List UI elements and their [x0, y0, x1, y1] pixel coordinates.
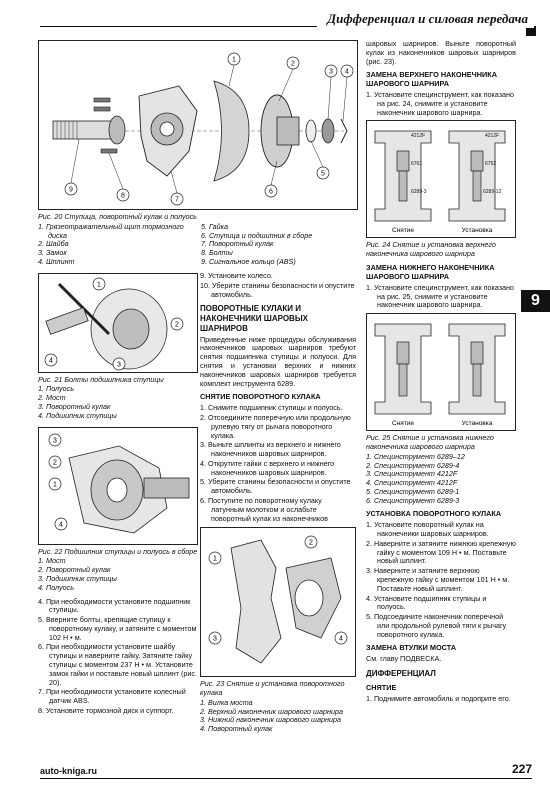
callout-label: 1 — [232, 56, 236, 64]
callout-label: 2 — [291, 60, 295, 68]
tool-label: 6289-3 — [411, 189, 427, 196]
callout-label: 6 — [269, 188, 273, 196]
running-title: Дифференциал и силовая передача — [317, 9, 534, 28]
figure-23-caption: Рис. 23 Снятие и установка поворотного кулака — [200, 679, 345, 698]
callout-label: 5 — [321, 170, 325, 178]
section-heading: ПОВОРОТНЫЕ КУЛАКИ И НАКОНЕЧНИКИ ШАРОВЫХ ШАРНИРОВ — [200, 304, 308, 333]
callout-label: 1 — [97, 281, 101, 289]
lower-ball-joint-tool-drawing — [367, 314, 515, 430]
figure-25-legend — [366, 453, 516, 506]
hub-exploded-drawing — [39, 41, 357, 209]
legend-item: 5. Гайка — [201, 221, 229, 231]
page-header — [0, 0, 550, 36]
step-item: 5. Уберите станины безопасности и опустите автомобиль. — [200, 477, 351, 496]
legend-item: 8. Болты — [201, 248, 233, 258]
footer-site[interactable]: auto-kniga.ru — [40, 766, 98, 776]
figure-21-caption: Рис. 21 Болты подшипника ступицы — [38, 374, 164, 384]
step-item: 1. Установите специнструмент, как показано на рис. 25, снимите и установите наконечник шарового шарнира. — [366, 282, 514, 310]
steps-knuckle-install — [366, 521, 516, 639]
legend-item: 3. Поворотный кулак — [38, 402, 111, 412]
legend-item: 3. Подшипник ступицы — [38, 573, 117, 583]
legend-item: 2. Специнструмент 6289-4 — [366, 460, 460, 470]
subfigure-label: Снятие — [391, 420, 415, 428]
step-item: 1. Поднимите автомобиль и подоприте его. — [366, 693, 511, 703]
tool-label: 4212F — [411, 133, 426, 140]
callout-label: 1 — [213, 555, 217, 563]
legend-item: 2. Шайба — [38, 239, 69, 249]
subfigure-label: Снятие — [391, 227, 415, 235]
step-item: 10. Уберите станины безопасности и опустите автомобиль. — [200, 280, 355, 299]
steps-hub-install — [38, 598, 198, 716]
legend-item: 6. Специнструмент 6289-3 — [366, 495, 460, 505]
step-item: 3. Наверните и затяните верхнюю крепежную гайку с моментом 101 Н • м. Поставьте новый шплинт. — [366, 566, 510, 593]
steps-upper — [366, 91, 516, 117]
hub-bolts-drawing — [39, 274, 197, 372]
upper-ball-joint-tool-drawing — [367, 121, 515, 237]
legend-item: 7. Поворотный кулак — [201, 239, 274, 249]
step-item: 2. Отсоедините поперечную или продольную рулевую тягу от рычага поворотного кулака. — [200, 412, 351, 440]
legend-item: 2. Поворотный кулак — [38, 565, 111, 575]
callout-label: 7 — [175, 196, 179, 204]
figure-25 — [366, 313, 516, 431]
legend-item: 6. Ступица и подшипник в сборе — [201, 230, 313, 240]
tool-label: 6761 — [411, 161, 423, 168]
step-item: 1. Установите поворотный кулак на наконечники шаровых шарниров. — [366, 520, 489, 539]
paragraph: Приведенные ниже процедуры обслуживания наконечников шаровых шарниров требуют снятия подшипника ступицы и полуоси. Для снятия и установки верхних и нижних наконечников шаровых шарниров требуется комплект инструмента 6289. — [200, 334, 356, 388]
step-item: 2. Наверните и затяните нижнюю крепежную гайку с моментом 109 Н • м. Поставьте новый шплинт. — [366, 538, 516, 566]
callout-label: 3 — [117, 361, 121, 369]
figure-24-caption: Рис. 24 Снятие и установка верхнего наконечника шарового шарнира — [366, 240, 496, 259]
tool-label: 6752 — [485, 161, 497, 168]
callout-label: 1 — [53, 481, 57, 489]
section-heading: СНЯТИЕ — [366, 682, 397, 692]
callout-label: 2 — [53, 459, 57, 467]
hub-assembly-drawing — [39, 428, 197, 544]
paragraph: шаровых шарниров. Выньте поворотный кулак из наконечников шаровых шарниров (рис. 23). — [366, 39, 516, 66]
subfigure-label: Установка — [461, 227, 493, 235]
legend-item: 2. Верхний наконечник шарового шарнира — [200, 706, 343, 716]
callout-label: 4 — [339, 635, 343, 643]
section-heading: ЗАМЕНА ВТУЛКИ МОСТА — [366, 643, 457, 653]
legend-item: 9. Сигнальное кольцо (ABS) — [201, 256, 296, 266]
tool-label: 4212F — [485, 133, 500, 140]
step-item: 5. Подсоедините наконечник поперечной или продольной рулевой тяги к рычагу поворотного кулака. — [366, 612, 507, 639]
figure-20-legend-right — [201, 223, 358, 267]
step-item: 4. Открутите гайки с верхнего и нижнего наконечников шаровых шарниров. — [200, 458, 335, 477]
callout-label: 4 — [59, 521, 63, 529]
steps-lower — [366, 284, 516, 310]
chapter-tab[interactable]: 9 — [521, 290, 550, 312]
figure-22 — [38, 427, 198, 545]
steps-diff-removal — [366, 695, 516, 704]
knuckle-drawing — [201, 528, 355, 676]
step-item: 6. При необходимости установите шайбу ступицы и наверните гайку. Затяните гайку ступицы с моментом 237 Н • м. Установите замок гайки и поставьте новый шплинт (рис. 20). — [38, 642, 197, 687]
section-heading: ЗАМЕНА НИЖНЕГО НАКОНЕЧНИКА ШАРОВОГО ШАРНИРА — [366, 263, 495, 281]
legend-item: 5. Специнструмент 6289-1 — [366, 486, 460, 496]
tool-label: 6289-12 — [483, 189, 502, 196]
callout-label: 9 — [69, 186, 73, 194]
legend-item: 1. Грязеотражательный щит тормозного диска — [38, 221, 184, 240]
legend-item: 4. Полуось — [38, 582, 74, 592]
subfigure-label: Установка — [461, 420, 493, 428]
step-item: 3. Выньте шплинты из верхнего и нижнего наконечников шаровых шарниров. — [200, 440, 341, 459]
figure-21 — [38, 273, 198, 373]
section-heading: СНЯТИЕ ПОВОРОТНОГО КУЛАКА — [200, 392, 321, 402]
callout-label: 8 — [121, 192, 125, 200]
callout-label: 3 — [329, 68, 333, 76]
steps-knuckle-removal — [200, 404, 356, 523]
figure-20-caption: Рис. 20 Ступица, поворотный кулак и полуось — [38, 212, 197, 221]
step-item: 6. Поступите по поворотному кулаку латунным молотком и ослабьте поворотный кулак из наконечников — [200, 495, 328, 523]
steps-final — [200, 272, 356, 299]
legend-item: 1. Специнструмент 6289–12 — [366, 451, 465, 461]
section-heading: УСТАНОВКА ПОВОРОТНОГО КУЛАКА — [366, 509, 502, 519]
figure-24 — [366, 120, 516, 238]
callout-label: 4 — [49, 357, 53, 365]
step-item: 1. Снимите подшипник ступицы и полуось. — [200, 403, 343, 413]
figure-21-legend — [38, 385, 198, 420]
section-heading: ДИФФЕРЕНЦИАЛ — [366, 669, 436, 679]
paragraph: См. главу ПОДВЕСКА. — [366, 654, 442, 664]
legend-item: 3. Специнструмент 4212F — [366, 469, 458, 479]
figure-22-legend — [38, 557, 198, 592]
section-heading: ЗАМЕНА ВЕРХНЕГО НАКОНЕЧНИКА ШАРОВОГО ШАРНИРА — [366, 70, 497, 89]
step-item: 7. При необходимости установите колесный датчик ABS. — [38, 687, 186, 706]
legend-item: 4. Специнструмент 4212F — [366, 478, 458, 488]
step-item: 8. Установите тормозной диск и суппорт. — [38, 705, 174, 715]
legend-item: 4. Подшипник ступицы — [38, 410, 117, 420]
legend-item: 1. Вилка моста — [200, 697, 253, 707]
footer-rule — [40, 778, 532, 779]
column-3 — [366, 40, 516, 705]
column-2 — [200, 272, 356, 734]
legend-item: 1. Полуось — [38, 384, 74, 394]
callout-label: 3 — [213, 635, 217, 643]
figure-23-legend — [200, 699, 356, 734]
legend-item: 1. Мост — [38, 556, 66, 566]
step-item: 1. Установите специнструмент, как показано на рис. 24, снимите и установите наконечник шарового шарнира. — [366, 90, 514, 117]
legend-item: 4. Шплинт — [38, 256, 75, 266]
step-item: 9. Установите колесо. — [200, 271, 273, 280]
legend-item: 3. Замок — [38, 248, 67, 258]
legend-item: 3. Нижний наконечник шарового шарнира — [200, 715, 341, 725]
page-number: 227 — [508, 762, 532, 777]
step-item: 4. Установите подшипник ступицы и полуось. — [366, 593, 487, 612]
step-item: 4. При необходимости установите подшипник ступицы. — [38, 596, 191, 615]
legend-item: 2. Мост — [38, 393, 66, 403]
figure-20 — [38, 40, 358, 210]
callout-label: 4 — [345, 68, 349, 76]
callout-label: 2 — [309, 539, 313, 547]
callout-label: 2 — [175, 321, 179, 329]
figure-25-caption: Рис. 25 Снятие и установка нижнего наконечника шарового шарнира — [366, 433, 494, 451]
figure-22-caption: Рис. 22 Подшипник ступицы и полуось в сборе — [38, 546, 198, 556]
figure-20-legend-left — [38, 223, 195, 267]
step-item: 5. Вверните болты, крепящие ступицу к поворотному кулаку, и затяните с моментом 102 Н • м. — [38, 615, 197, 642]
figure-23 — [200, 527, 356, 677]
legend-item: 4. Поворотный кулак — [200, 724, 273, 734]
callout-label: 3 — [53, 437, 57, 445]
